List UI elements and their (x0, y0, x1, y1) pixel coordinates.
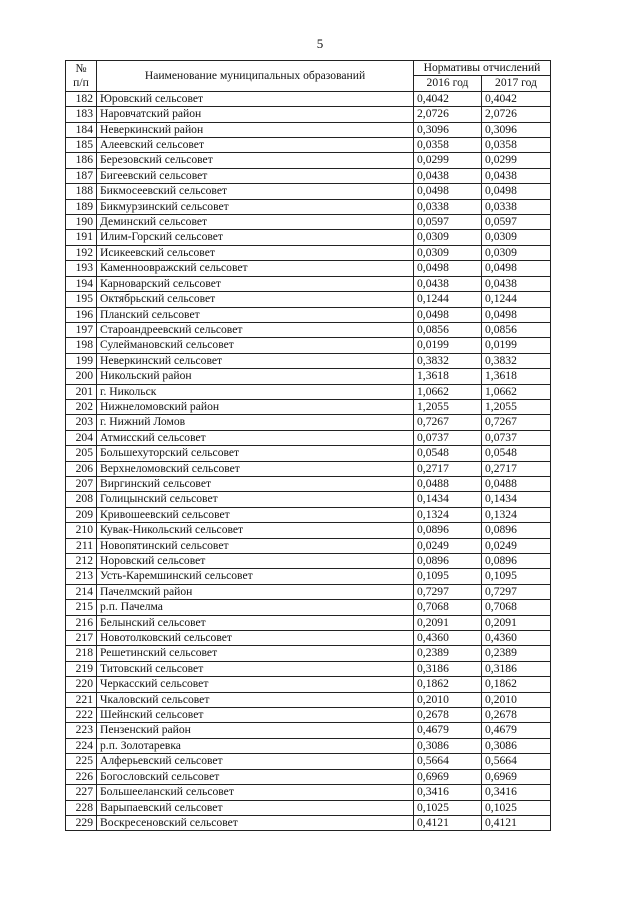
row-value-2017: 0,0896 (482, 554, 551, 569)
table-row (66, 800, 551, 815)
row-value-2016: 0,0249 (414, 538, 482, 553)
row-value-2016: 0,1244 (414, 292, 482, 307)
row-value-2016: 0,0438 (414, 168, 482, 183)
table-row (66, 184, 551, 199)
table-row (66, 584, 551, 599)
row-value-2017: 1,2055 (482, 399, 551, 414)
row-value-2016: 0,1862 (414, 677, 482, 692)
row-value-2017: 0,0309 (482, 245, 551, 260)
table-row (66, 754, 551, 769)
row-number: 226 (66, 769, 97, 784)
row-number: 208 (66, 492, 97, 507)
row-value-2016: 0,3096 (414, 122, 482, 137)
row-value-2017: 0,0597 (482, 215, 551, 230)
row-name: Атмисский сельсовет (97, 430, 414, 445)
row-name: Воскресеновский сельсовет (97, 815, 414, 830)
row-name: Алеевский сельсовет (97, 138, 414, 153)
row-name: Решетинский сельсовет (97, 646, 414, 661)
row-value-2017: 0,0358 (482, 138, 551, 153)
row-value-2016: 1,3618 (414, 369, 482, 384)
row-value-2017: 0,2010 (482, 692, 551, 707)
row-value-2017: 0,1095 (482, 569, 551, 584)
row-number: 223 (66, 723, 97, 738)
row-number: 185 (66, 138, 97, 153)
row-name: Бикмосеевский сельсовет (97, 184, 414, 199)
row-value-2016: 0,0896 (414, 523, 482, 538)
table-row (66, 353, 551, 368)
row-value-2016: 0,3832 (414, 353, 482, 368)
row-value-2017: 0,0199 (482, 338, 551, 353)
row-value-2017: 0,7068 (482, 600, 551, 615)
row-name: Октябрьский сельсовет (97, 292, 414, 307)
row-value-2016: 0,0488 (414, 476, 482, 491)
row-number: 211 (66, 538, 97, 553)
row-name: Виргинский сельсовет (97, 476, 414, 491)
row-value-2016: 0,4360 (414, 631, 482, 646)
row-value-2016: 0,0737 (414, 430, 482, 445)
row-value-2017: 0,0438 (482, 276, 551, 291)
row-name: Черкасский сельсовет (97, 677, 414, 692)
row-number: 209 (66, 507, 97, 522)
row-value-2017: 0,0249 (482, 538, 551, 553)
row-name: г. Нижний Ломов (97, 415, 414, 430)
row-number: 222 (66, 708, 97, 723)
row-name: Сулеймановский сельсовет (97, 338, 414, 353)
row-name: Юровский сельсовет (97, 91, 414, 106)
row-number: 198 (66, 338, 97, 353)
row-name: Большееланский сельсовет (97, 785, 414, 800)
table-row (66, 168, 551, 183)
row-name: Пензенский район (97, 723, 414, 738)
row-number: 213 (66, 569, 97, 584)
row-number: 229 (66, 815, 97, 830)
row-value-2017: 0,4360 (482, 631, 551, 646)
row-name: Староандреевский сельсовет (97, 322, 414, 337)
table-row (66, 738, 551, 753)
table-row (66, 276, 551, 291)
table-row (66, 230, 551, 245)
row-value-2016: 0,0498 (414, 261, 482, 276)
row-value-2016: 0,0199 (414, 338, 482, 353)
row-name: Шейнский сельсовет (97, 708, 414, 723)
row-number: 227 (66, 785, 97, 800)
row-value-2016: 0,3186 (414, 661, 482, 676)
row-number: 216 (66, 615, 97, 630)
row-number: 194 (66, 276, 97, 291)
row-value-2016: 1,2055 (414, 399, 482, 414)
row-number: 206 (66, 461, 97, 476)
row-name: Нижнеломовский район (97, 399, 414, 414)
row-number: 189 (66, 199, 97, 214)
row-name: р.п. Пачелма (97, 600, 414, 615)
row-number: 204 (66, 430, 97, 445)
row-name: Кувак-Никольский сельсовет (97, 523, 414, 538)
row-value-2017: 0,3832 (482, 353, 551, 368)
row-value-2016: 0,4679 (414, 723, 482, 738)
table-row (66, 692, 551, 707)
table-row (66, 615, 551, 630)
row-value-2016: 0,2717 (414, 461, 482, 476)
row-value-2017: 0,4121 (482, 815, 551, 830)
table-row (66, 399, 551, 414)
row-name: Большехуторский сельсовет (97, 446, 414, 461)
row-number: 219 (66, 661, 97, 676)
row-number: 186 (66, 153, 97, 168)
row-value-2017: 0,4679 (482, 723, 551, 738)
row-value-2016: 0,0498 (414, 184, 482, 199)
table-row (66, 446, 551, 461)
table-row (66, 554, 551, 569)
row-name: Пачелмский район (97, 584, 414, 599)
row-number: 205 (66, 446, 97, 461)
row-value-2016: 0,2091 (414, 615, 482, 630)
row-number: 191 (66, 230, 97, 245)
table-row (66, 661, 551, 676)
row-name: Бикмурзинский сельсовет (97, 199, 414, 214)
row-value-2016: 0,6969 (414, 769, 482, 784)
row-value-2017: 0,1324 (482, 507, 551, 522)
row-value-2017: 0,3186 (482, 661, 551, 676)
row-value-2016: 2,0726 (414, 107, 482, 122)
header-num (66, 61, 97, 92)
table-row (66, 322, 551, 337)
row-value-2017: 0,3086 (482, 738, 551, 753)
row-value-2016: 0,2389 (414, 646, 482, 661)
row-value-2016: 0,0299 (414, 153, 482, 168)
table-row (66, 199, 551, 214)
header-name: Наименование муниципальных образований (97, 61, 414, 92)
row-number: 218 (66, 646, 97, 661)
row-value-2017: 0,2678 (482, 708, 551, 723)
table-row (66, 430, 551, 445)
row-name: Усть-Каремшинский сельсовет (97, 569, 414, 584)
table-row (66, 122, 551, 137)
row-number: 202 (66, 399, 97, 414)
row-name: Кривошеевский сельсовет (97, 507, 414, 522)
row-value-2017: 1,3618 (482, 369, 551, 384)
page-number: 5 (316, 36, 324, 51)
table-row (66, 415, 551, 430)
row-value-2017: 0,1434 (482, 492, 551, 507)
row-name: Неверкинский сельсовет (97, 353, 414, 368)
row-value-2016: 0,4121 (414, 815, 482, 830)
row-value-2016: 0,0438 (414, 276, 482, 291)
norms-table (65, 60, 551, 831)
table-row (66, 153, 551, 168)
row-value-2016: 0,2010 (414, 692, 482, 707)
row-value-2016: 0,0309 (414, 245, 482, 260)
row-name: Исикеевский сельсовет (97, 245, 414, 260)
row-value-2017: 0,0548 (482, 446, 551, 461)
row-number: 221 (66, 692, 97, 707)
table-row (66, 215, 551, 230)
table-row (66, 91, 551, 106)
row-value-2017: 0,1862 (482, 677, 551, 692)
row-number: 188 (66, 184, 97, 199)
row-name: г. Никольск (97, 384, 414, 399)
table-row (66, 646, 551, 661)
row-number: 182 (66, 91, 97, 106)
row-name: Голицынский сельсовет (97, 492, 414, 507)
table-row (66, 523, 551, 538)
row-value-2016: 0,3086 (414, 738, 482, 753)
row-value-2017: 0,0338 (482, 199, 551, 214)
row-number: 199 (66, 353, 97, 368)
table-row (66, 384, 551, 399)
row-value-2017: 0,0299 (482, 153, 551, 168)
row-name: Бигеевский сельсовет (97, 168, 414, 183)
row-number: 210 (66, 523, 97, 538)
table-row (66, 785, 551, 800)
table-row (66, 292, 551, 307)
row-name: Карноварский сельсовет (97, 276, 414, 291)
row-name: Алферьевский сельсовет (97, 754, 414, 769)
row-value-2016: 0,0358 (414, 138, 482, 153)
row-value-2017: 0,0737 (482, 430, 551, 445)
row-value-2017: 0,0498 (482, 184, 551, 199)
row-number: 201 (66, 384, 97, 399)
table-row (66, 307, 551, 322)
row-number: 193 (66, 261, 97, 276)
table-row (66, 769, 551, 784)
row-name: р.п. Золотаревка (97, 738, 414, 753)
row-name: Новотолковский сельсовет (97, 631, 414, 646)
row-value-2017: 0,2717 (482, 461, 551, 476)
row-name: Новопятинский сельсовет (97, 538, 414, 553)
header-norms-group: Нормативы отчислений (414, 61, 551, 76)
table-row (66, 507, 551, 522)
row-name: Верхнеломовский сельсовет (97, 461, 414, 476)
row-value-2017: 1,0662 (482, 384, 551, 399)
row-value-2017: 0,0856 (482, 322, 551, 337)
row-value-2016: 0,0309 (414, 230, 482, 245)
table-row (66, 138, 551, 153)
row-number: 183 (66, 107, 97, 122)
row-number: 195 (66, 292, 97, 307)
row-value-2017: 0,4042 (482, 91, 551, 106)
table-row (66, 538, 551, 553)
row-name: Варыпаевский сельсовет (97, 800, 414, 815)
row-value-2016: 0,7068 (414, 600, 482, 615)
row-name: Никольский район (97, 369, 414, 384)
header-num-abbr: п/п (73, 75, 89, 89)
row-number: 203 (66, 415, 97, 430)
table-row (66, 631, 551, 646)
row-value-2016: 0,1434 (414, 492, 482, 507)
table-row (66, 708, 551, 723)
row-value-2016: 0,7267 (414, 415, 482, 430)
row-value-2017: 0,7267 (482, 415, 551, 430)
table-row (66, 492, 551, 507)
row-value-2017: 0,0896 (482, 523, 551, 538)
row-value-2016: 0,0498 (414, 307, 482, 322)
row-number: 217 (66, 631, 97, 646)
table-row (66, 461, 551, 476)
row-value-2017: 0,6969 (482, 769, 551, 784)
row-number: 215 (66, 600, 97, 615)
row-name: Титовский сельсовет (97, 661, 414, 676)
table-row (66, 338, 551, 353)
row-name: Богословский сельсовет (97, 769, 414, 784)
row-value-2016: 0,7297 (414, 584, 482, 599)
table-row (66, 369, 551, 384)
row-value-2016: 0,0856 (414, 322, 482, 337)
row-number: 214 (66, 584, 97, 599)
row-value-2017: 0,5664 (482, 754, 551, 769)
row-value-2016: 0,2678 (414, 708, 482, 723)
row-value-2016: 0,3416 (414, 785, 482, 800)
row-value-2017: 0,2091 (482, 615, 551, 630)
row-value-2017: 0,0488 (482, 476, 551, 491)
row-name: Каменноовражский сельсовет (97, 261, 414, 276)
row-name: Деминский сельсовет (97, 215, 414, 230)
row-value-2016: 0,1025 (414, 800, 482, 815)
table-row (66, 569, 551, 584)
header-year-2017: 2017 год (482, 76, 551, 91)
row-number: 224 (66, 738, 97, 753)
row-value-2016: 1,0662 (414, 384, 482, 399)
row-value-2017: 0,0498 (482, 307, 551, 322)
row-value-2017: 0,0309 (482, 230, 551, 245)
row-value-2016: 0,5664 (414, 754, 482, 769)
row-value-2017: 0,0438 (482, 168, 551, 183)
row-name: Наровчатский район (97, 107, 414, 122)
row-value-2016: 0,0597 (414, 215, 482, 230)
row-number: 196 (66, 307, 97, 322)
row-value-2017: 0,7297 (482, 584, 551, 599)
row-value-2017: 2,0726 (482, 107, 551, 122)
row-name: Планский сельсовет (97, 307, 414, 322)
row-number: 228 (66, 800, 97, 815)
row-value-2016: 0,4042 (414, 91, 482, 106)
row-name: Березовский сельсовет (97, 153, 414, 168)
table-row (66, 476, 551, 491)
row-value-2017: 0,1244 (482, 292, 551, 307)
row-value-2016: 0,1324 (414, 507, 482, 522)
table-body (66, 91, 551, 831)
row-number: 220 (66, 677, 97, 692)
row-number: 197 (66, 322, 97, 337)
table-row (66, 600, 551, 615)
row-number: 190 (66, 215, 97, 230)
row-number: 200 (66, 369, 97, 384)
row-value-2016: 0,0338 (414, 199, 482, 214)
row-number: 184 (66, 122, 97, 137)
row-number: 207 (66, 476, 97, 491)
row-value-2017: 0,0498 (482, 261, 551, 276)
row-value-2016: 0,0896 (414, 554, 482, 569)
row-value-2017: 0,1025 (482, 800, 551, 815)
row-number: 225 (66, 754, 97, 769)
table-row (66, 261, 551, 276)
row-number: 187 (66, 168, 97, 183)
row-name: Норовский сельсовет (97, 554, 414, 569)
table-row (66, 723, 551, 738)
table-row (66, 245, 551, 260)
row-value-2017: 0,3096 (482, 122, 551, 137)
row-value-2016: 0,1095 (414, 569, 482, 584)
row-value-2016: 0,0548 (414, 446, 482, 461)
table-row (66, 107, 551, 122)
row-value-2017: 0,2389 (482, 646, 551, 661)
row-name: Чкаловский сельсовет (97, 692, 414, 707)
header-year-2016: 2016 год (414, 76, 482, 91)
row-name: Белынский сельсовет (97, 615, 414, 630)
row-name: Илим-Горский сельсовет (97, 230, 414, 245)
header-row (66, 61, 551, 76)
row-number: 192 (66, 245, 97, 260)
row-name: Неверкинский район (97, 122, 414, 137)
table-row (66, 677, 551, 692)
header-num-symbol: № (75, 61, 87, 75)
row-value-2017: 0,3416 (482, 785, 551, 800)
row-number: 212 (66, 554, 97, 569)
table-row (66, 815, 551, 830)
